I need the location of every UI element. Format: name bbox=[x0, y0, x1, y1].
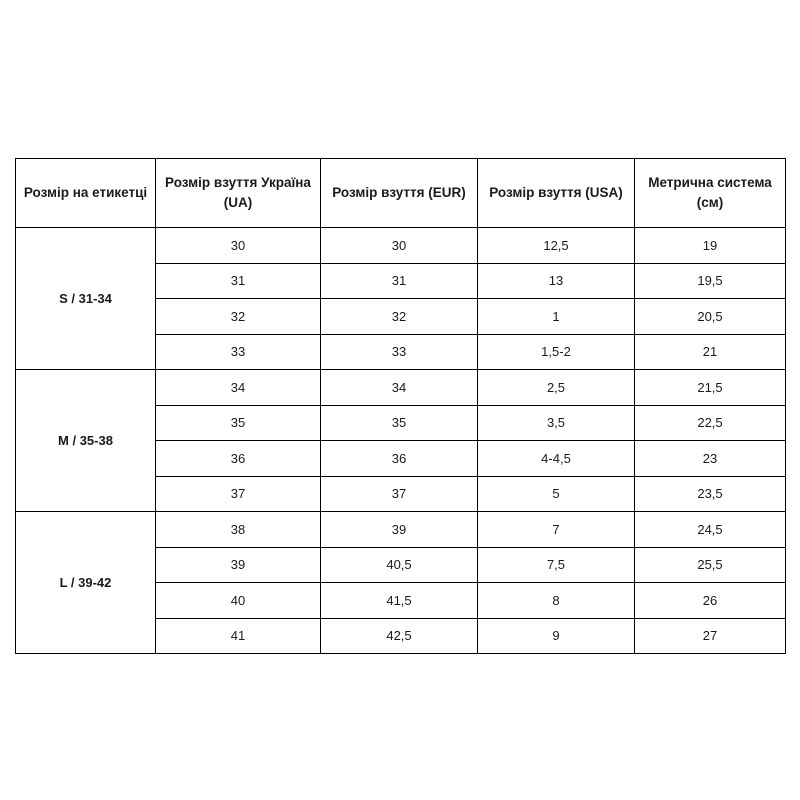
cell-usa: 12,5 bbox=[478, 228, 635, 264]
cell-eur: 40,5 bbox=[321, 547, 478, 583]
table-header-row bbox=[16, 159, 786, 228]
group-label-m: M / 35-38 bbox=[16, 370, 156, 512]
cell-cm: 19,5 bbox=[635, 263, 786, 299]
cell-cm: 20,5 bbox=[635, 299, 786, 335]
cell-ua: 31 bbox=[156, 263, 321, 299]
cell-eur: 32 bbox=[321, 299, 478, 335]
cell-eur: 41,5 bbox=[321, 583, 478, 619]
cell-ua: 37 bbox=[156, 476, 321, 512]
cell-eur: 31 bbox=[321, 263, 478, 299]
cell-eur: 34 bbox=[321, 370, 478, 406]
size-chart-table bbox=[15, 158, 786, 654]
cell-ua: 39 bbox=[156, 547, 321, 583]
table-row bbox=[16, 370, 786, 406]
column-header-eur: Розмір взуття (EUR) bbox=[321, 159, 478, 228]
cell-ua: 35 bbox=[156, 405, 321, 441]
cell-eur: 39 bbox=[321, 512, 478, 548]
column-header-usa: Розмір взуття (USA) bbox=[478, 159, 635, 228]
cell-cm: 19 bbox=[635, 228, 786, 264]
cell-eur: 36 bbox=[321, 441, 478, 477]
cell-ua: 30 bbox=[156, 228, 321, 264]
cell-cm: 25,5 bbox=[635, 547, 786, 583]
cell-ua: 36 bbox=[156, 441, 321, 477]
table-row bbox=[16, 512, 786, 548]
table-row bbox=[16, 228, 786, 264]
cell-cm: 22,5 bbox=[635, 405, 786, 441]
size-chart-container bbox=[15, 158, 785, 654]
cell-usa: 7 bbox=[478, 512, 635, 548]
cell-cm: 24,5 bbox=[635, 512, 786, 548]
cell-cm: 26 bbox=[635, 583, 786, 619]
cell-eur: 37 bbox=[321, 476, 478, 512]
column-header-ua: Розмір взуття Україна (UA) bbox=[156, 159, 321, 228]
cell-cm: 23,5 bbox=[635, 476, 786, 512]
cell-cm: 21 bbox=[635, 334, 786, 370]
cell-eur: 30 bbox=[321, 228, 478, 264]
cell-ua: 34 bbox=[156, 370, 321, 406]
cell-eur: 35 bbox=[321, 405, 478, 441]
group-label-s: S / 31-34 bbox=[16, 228, 156, 370]
table-body bbox=[16, 228, 786, 654]
cell-cm: 27 bbox=[635, 618, 786, 654]
cell-cm: 21,5 bbox=[635, 370, 786, 406]
cell-usa: 1 bbox=[478, 299, 635, 335]
cell-usa: 3,5 bbox=[478, 405, 635, 441]
group-label-l: L / 39-42 bbox=[16, 512, 156, 654]
column-header-cm: Метрична система (см) bbox=[635, 159, 786, 228]
cell-usa: 7,5 bbox=[478, 547, 635, 583]
cell-ua: 33 bbox=[156, 334, 321, 370]
cell-eur: 42,5 bbox=[321, 618, 478, 654]
cell-ua: 41 bbox=[156, 618, 321, 654]
cell-usa: 13 bbox=[478, 263, 635, 299]
cell-usa: 9 bbox=[478, 618, 635, 654]
cell-ua: 38 bbox=[156, 512, 321, 548]
table-header bbox=[16, 159, 786, 228]
cell-usa: 1,5-2 bbox=[478, 334, 635, 370]
cell-ua: 40 bbox=[156, 583, 321, 619]
cell-ua: 32 bbox=[156, 299, 321, 335]
cell-eur: 33 bbox=[321, 334, 478, 370]
cell-usa: 8 bbox=[478, 583, 635, 619]
cell-usa: 5 bbox=[478, 476, 635, 512]
cell-cm: 23 bbox=[635, 441, 786, 477]
column-header-label-size: Розмір на етикетці bbox=[16, 159, 156, 228]
cell-usa: 2,5 bbox=[478, 370, 635, 406]
cell-usa: 4-4,5 bbox=[478, 441, 635, 477]
